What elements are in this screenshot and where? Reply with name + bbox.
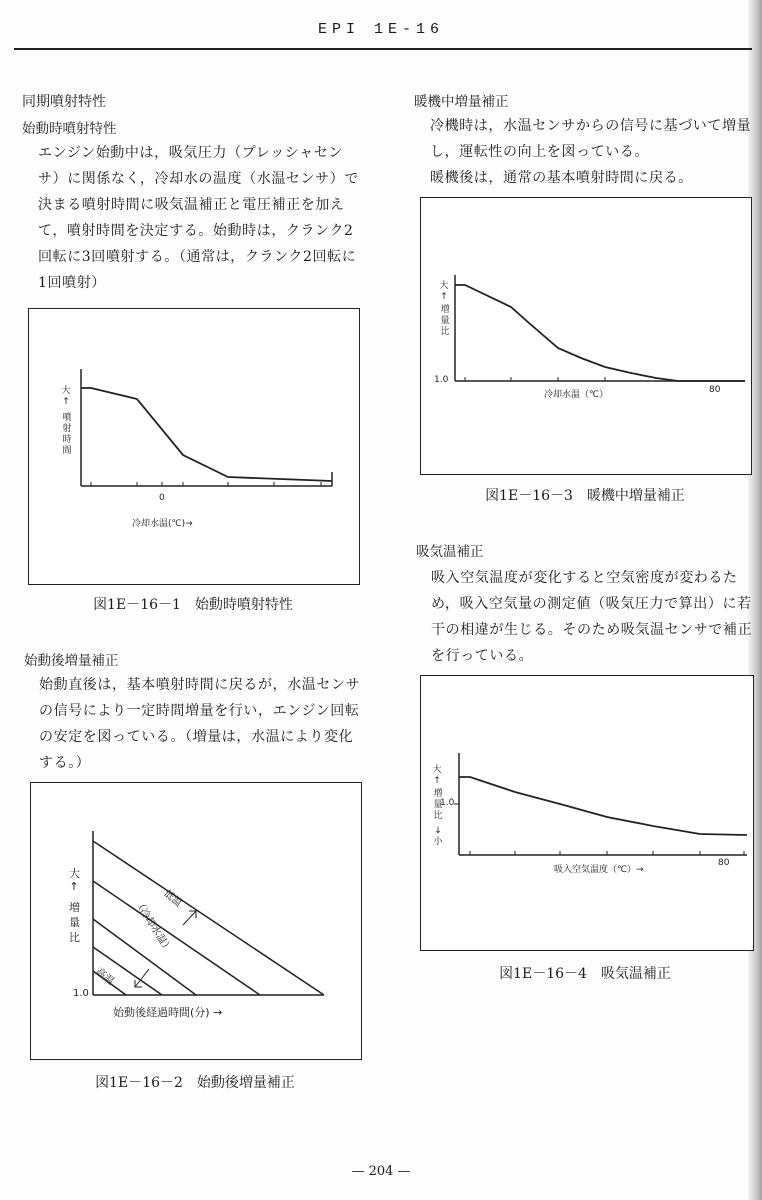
- fig4-y-label-char: 量: [433, 800, 443, 810]
- paragraph-line: 回転に3回噴射する。（通常は，クランク2回転に: [38, 249, 357, 265]
- fig2-x-axis-label: 始動後経過時間(分) →: [113, 1006, 223, 1019]
- fig3-y-label-large: 大↑: [439, 281, 449, 302]
- subsection-title-warmup: 暖機中増量補正: [414, 94, 509, 110]
- fig2-annotation-coolant-temp: （冷却水温）: [132, 898, 174, 955]
- subsection-title-intake-temp: 吸気温補正: [416, 544, 484, 560]
- paragraph-line: 1回噴射）: [38, 275, 106, 291]
- fig2-y-tick-label: 1.0: [73, 988, 89, 999]
- fig4-y-label-large: 大↑: [432, 765, 442, 786]
- fig1-injection-time-curve: [81, 388, 332, 481]
- paragraph-line: 始動直後は，基本噴射時間に戻るが，水温センサ: [39, 677, 361, 693]
- fig2-annotation-high-temp: 高温: [93, 966, 116, 988]
- paragraph-line: する。）: [39, 755, 91, 771]
- fig2-y-label-char: 量: [69, 916, 80, 929]
- fig1-y-label-char: 時: [62, 435, 72, 445]
- subsection-title-after-start: 始動後増量補正: [24, 653, 119, 669]
- fig3-y-label-char: 増: [440, 305, 450, 315]
- fig1-y-label: [62, 413, 72, 457]
- figure-3-warmup-enrichment-chart: [420, 197, 752, 475]
- figure-4-intake-temp-correction-chart: [420, 675, 754, 951]
- fig2-y-label: [69, 900, 79, 945]
- fig3-y-tick-label: 1.0: [434, 375, 449, 385]
- paragraph-line: を行っている。: [431, 648, 534, 664]
- fig2-y-label-char: 比: [69, 931, 80, 944]
- fig4-x-tick-label-80: 80: [718, 858, 730, 868]
- paragraph-line: の信号により一定時間増量を行い，エンジン回転: [39, 703, 360, 719]
- figure-3-caption: 図1E－16－3 暖機中増量補正: [485, 488, 685, 504]
- figure-3-plot: [421, 198, 751, 474]
- fig1-x-tick-label-zero: 0: [159, 493, 165, 503]
- paragraph-line: エンジン始動中は，吸気圧力（プレッシャセン: [38, 145, 343, 161]
- header-rule: [14, 48, 752, 50]
- fig2-arrow-up-icon: [183, 911, 196, 925]
- fig4-y-label-char: 増: [433, 789, 443, 799]
- fig3-x-axis-label: 冷却水温（℃）: [544, 390, 609, 400]
- fig4-correction-curve: [459, 777, 747, 835]
- fig1-y-label-char: 噴: [62, 413, 72, 423]
- fig2-curves: [93, 841, 324, 995]
- paragraph-line: 吸入空気温度が変化すると空気密度が変わるた: [431, 570, 738, 586]
- fig3-enrichment-curve: [455, 285, 745, 381]
- paragraph-line: 暖機後は，通常の基本噴射時間に戻る。: [430, 170, 693, 186]
- figure-4-plot: [421, 676, 753, 950]
- fig3-x-tick-label-80: 80: [709, 385, 721, 395]
- fig4-y-tick-label: 1.0: [440, 798, 455, 808]
- figure-1-start-injection-chart: [28, 308, 360, 585]
- page-number: — 204 —: [351, 1164, 411, 1179]
- figure-4-caption: 図1E－16－4 吸気温補正: [499, 966, 671, 982]
- paragraph-line: 決まる噴射時間に吸気温補正と電圧補正を加え: [38, 197, 345, 213]
- fig4-y-label-small: ↓小: [433, 826, 443, 847]
- fig1-y-label-large: 大↑: [61, 386, 71, 407]
- paragraph-line: 干の相違が生じる。そのため吸気温センサで補正: [431, 622, 753, 638]
- paragraph-line: し，運転性の向上を図っている。: [430, 144, 649, 160]
- paragraph-line: 冷機時は，水温センサからの信号に基づいて増量: [430, 118, 752, 134]
- paragraph-line: サ）に関係なく，冷却水の温度（水温センサ）で: [38, 171, 359, 187]
- fig1-x-axis-label: 冷却水温(℃)→: [132, 519, 193, 529]
- section-title: 同期噴射特性: [22, 94, 106, 110]
- fig1-y-label-char: 間: [62, 446, 72, 456]
- fig4-x-axis-label: 吸入空気温度（℃）→: [554, 865, 644, 875]
- paragraph-line: の安定を図っている。（増量は，水温により変化: [39, 729, 354, 745]
- paragraph-line: め，吸入空気量の測定値（吸気圧力で算出）に若: [431, 596, 752, 612]
- fig4-y-label-char: 比: [433, 811, 443, 821]
- fig1-y-label-char: 射: [62, 424, 72, 434]
- fig2-y-label-large: 大↑: [69, 867, 80, 893]
- fig3-y-label-char: 量: [440, 316, 450, 326]
- figure-2-caption: 図1E－16－2 始動後増量補正: [95, 1075, 295, 1091]
- fig3-y-label: [440, 305, 450, 338]
- paragraph-line: て，噴射時間を決定する。始動時は，クランク2: [38, 223, 354, 239]
- figure-1-caption: 図1E－16－1 始動時噴射特性: [93, 597, 293, 613]
- page-header-title: EPI 1E-16: [317, 21, 444, 38]
- figure-1-plot: [29, 309, 359, 584]
- fig2-y-label-char: 増: [69, 901, 80, 914]
- figure-2-after-start-enrichment-chart: [30, 782, 362, 1060]
- fig3-y-label-char: 比: [440, 327, 450, 337]
- subsection-title-start-injection: 始動時噴射特性: [22, 121, 117, 137]
- fig2-annotation-low-temp: 低温: [161, 888, 184, 910]
